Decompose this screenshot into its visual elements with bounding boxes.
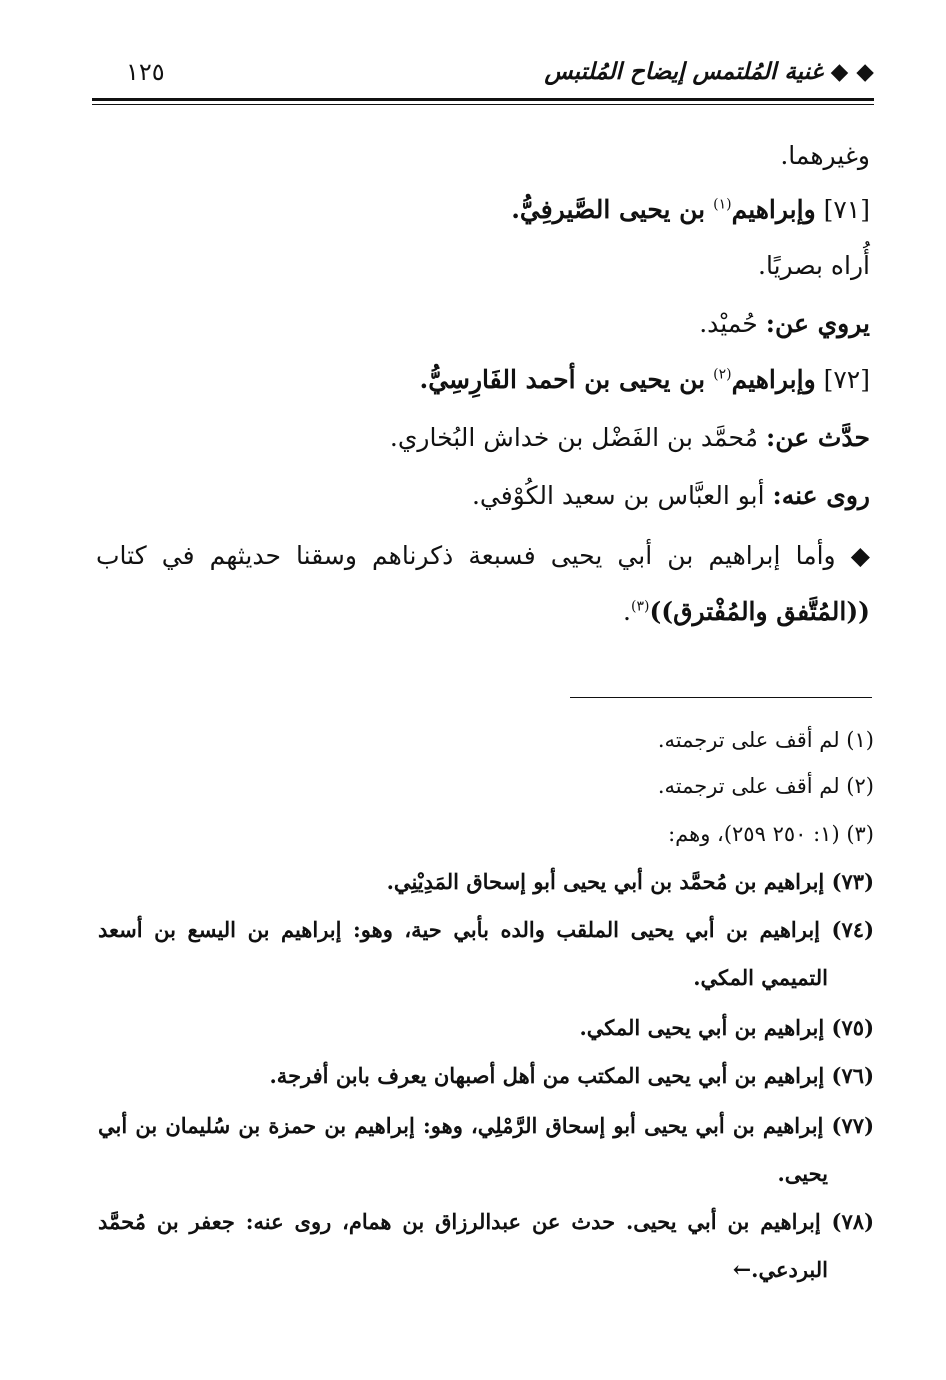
footnote-separator xyxy=(570,697,872,698)
entry-72 xyxy=(420,362,871,398)
footnote-text: (٧٨) إبراهيم بن أبي يحيى. حدث عن عبدالرزاق بن همام، روى عنه: جعفر بن مُحمَّد xyxy=(98,1209,874,1234)
footnote-item-76 xyxy=(270,1060,875,1092)
entry-name-part: وإبراهيم xyxy=(731,365,816,394)
line-end: . xyxy=(623,597,631,626)
label-yarwi-an: يروي عن: xyxy=(765,309,870,338)
footnote-text: (٧٧) إبراهيم بن أبي يحيى أبو إسحاق الرَّمْلِي، وهو: إبراهيم بن حمزة بن سُليمان بن أبي xyxy=(98,1113,874,1138)
footnote-ref-1[interactable]: (١) xyxy=(713,196,732,213)
footnote-item-78-cont xyxy=(733,1254,828,1286)
footnote-text: (٧٦) إبراهيم بن أبي يحيى المكتب من أهل أصبهان يعرف بابن أفرجة. xyxy=(269,1063,874,1088)
footnote-2: (٢) لم أقف على ترجمته. xyxy=(657,774,874,798)
entry-name-part: بن يحيى بن أحمد الفَارِسِيُّ. xyxy=(419,365,706,394)
body-line-9 xyxy=(623,594,870,630)
footnote-item-73 xyxy=(387,866,874,898)
footnote-item-78 xyxy=(98,1206,874,1238)
line-text: حُميْد. xyxy=(699,309,758,338)
body-line-3: أُراه بصريًا. xyxy=(758,251,870,280)
footnote-item-77-cont xyxy=(777,1158,828,1190)
page-header xyxy=(92,52,874,96)
book-title: ((المُتَّفق والمُفْترق)) xyxy=(649,597,870,626)
page-number: ١٢٥ xyxy=(126,58,165,86)
body-line-7 xyxy=(472,478,870,514)
footnote-item-75 xyxy=(579,1012,874,1044)
footnote-text: (٧٣) إبراهيم بن مُحمَّد بن أبي يحيى أبو إسحاق المَدِيْنِي. xyxy=(386,869,874,894)
entry-name-part: بن يحيى الصَّيرفِيُّ. xyxy=(511,195,706,224)
entry-number: [٧١] xyxy=(823,195,870,224)
continue-arrow-icon: ← xyxy=(732,1257,752,1283)
body-line-4 xyxy=(699,306,870,342)
label-haddatha-an: حدَّث عن: xyxy=(766,423,870,452)
footnote-item-77 xyxy=(98,1110,874,1142)
footnote-1: (١) لم أقف على ترجمته. xyxy=(657,728,874,752)
entry-71 xyxy=(511,192,870,228)
footnote-ref-2[interactable]: (٢) xyxy=(713,366,732,383)
body-line-8: ◆ وأما إبراهيم بن أبي يحيى فسبعة ذكرناهم وسقنا حديثهم في كتاب xyxy=(96,541,870,570)
body-line-6 xyxy=(390,420,870,456)
header-rule-thin xyxy=(92,104,874,105)
body-line-1: وغيرهما. xyxy=(780,141,870,170)
footnote-text: (٧٥) إبراهيم بن أبي يحيى المكي. xyxy=(579,1015,874,1040)
entry-name-part: وإبراهيم xyxy=(731,195,816,224)
line-text: أبو العبَّاس بن سعيد الكُوْفي. xyxy=(471,481,765,510)
footnote-text: يحيى. xyxy=(777,1161,828,1186)
footnote-text: البردعي. xyxy=(751,1257,828,1282)
footnote-text: (٧٤) إبراهيم بن أبي يحيى الملقب والده بأبي حية، وهو: إبراهيم بن اليسع بن أسعد xyxy=(98,917,874,942)
footnote-3: (٣) (١: ٢٥٠ ٢٥٩)، وهم: xyxy=(668,822,874,846)
footnote-text: التميمي المكي. xyxy=(693,965,828,990)
footnote-item-74 xyxy=(98,914,874,946)
line-text: مُحمَّد بن الفَضْل بن خداش البُخاري. xyxy=(389,423,759,452)
header-rule-thick xyxy=(92,98,874,101)
entry-number: [٧٢] xyxy=(823,365,870,394)
label-rawa-anhu: روى عنه: xyxy=(772,481,870,510)
footnote-item-74-cont xyxy=(693,962,828,994)
running-title: ◆ ◆ غنية المُلتمس إيضاح المُلتبس xyxy=(544,58,874,85)
footnote-ref-3[interactable]: (٣) xyxy=(630,598,650,615)
